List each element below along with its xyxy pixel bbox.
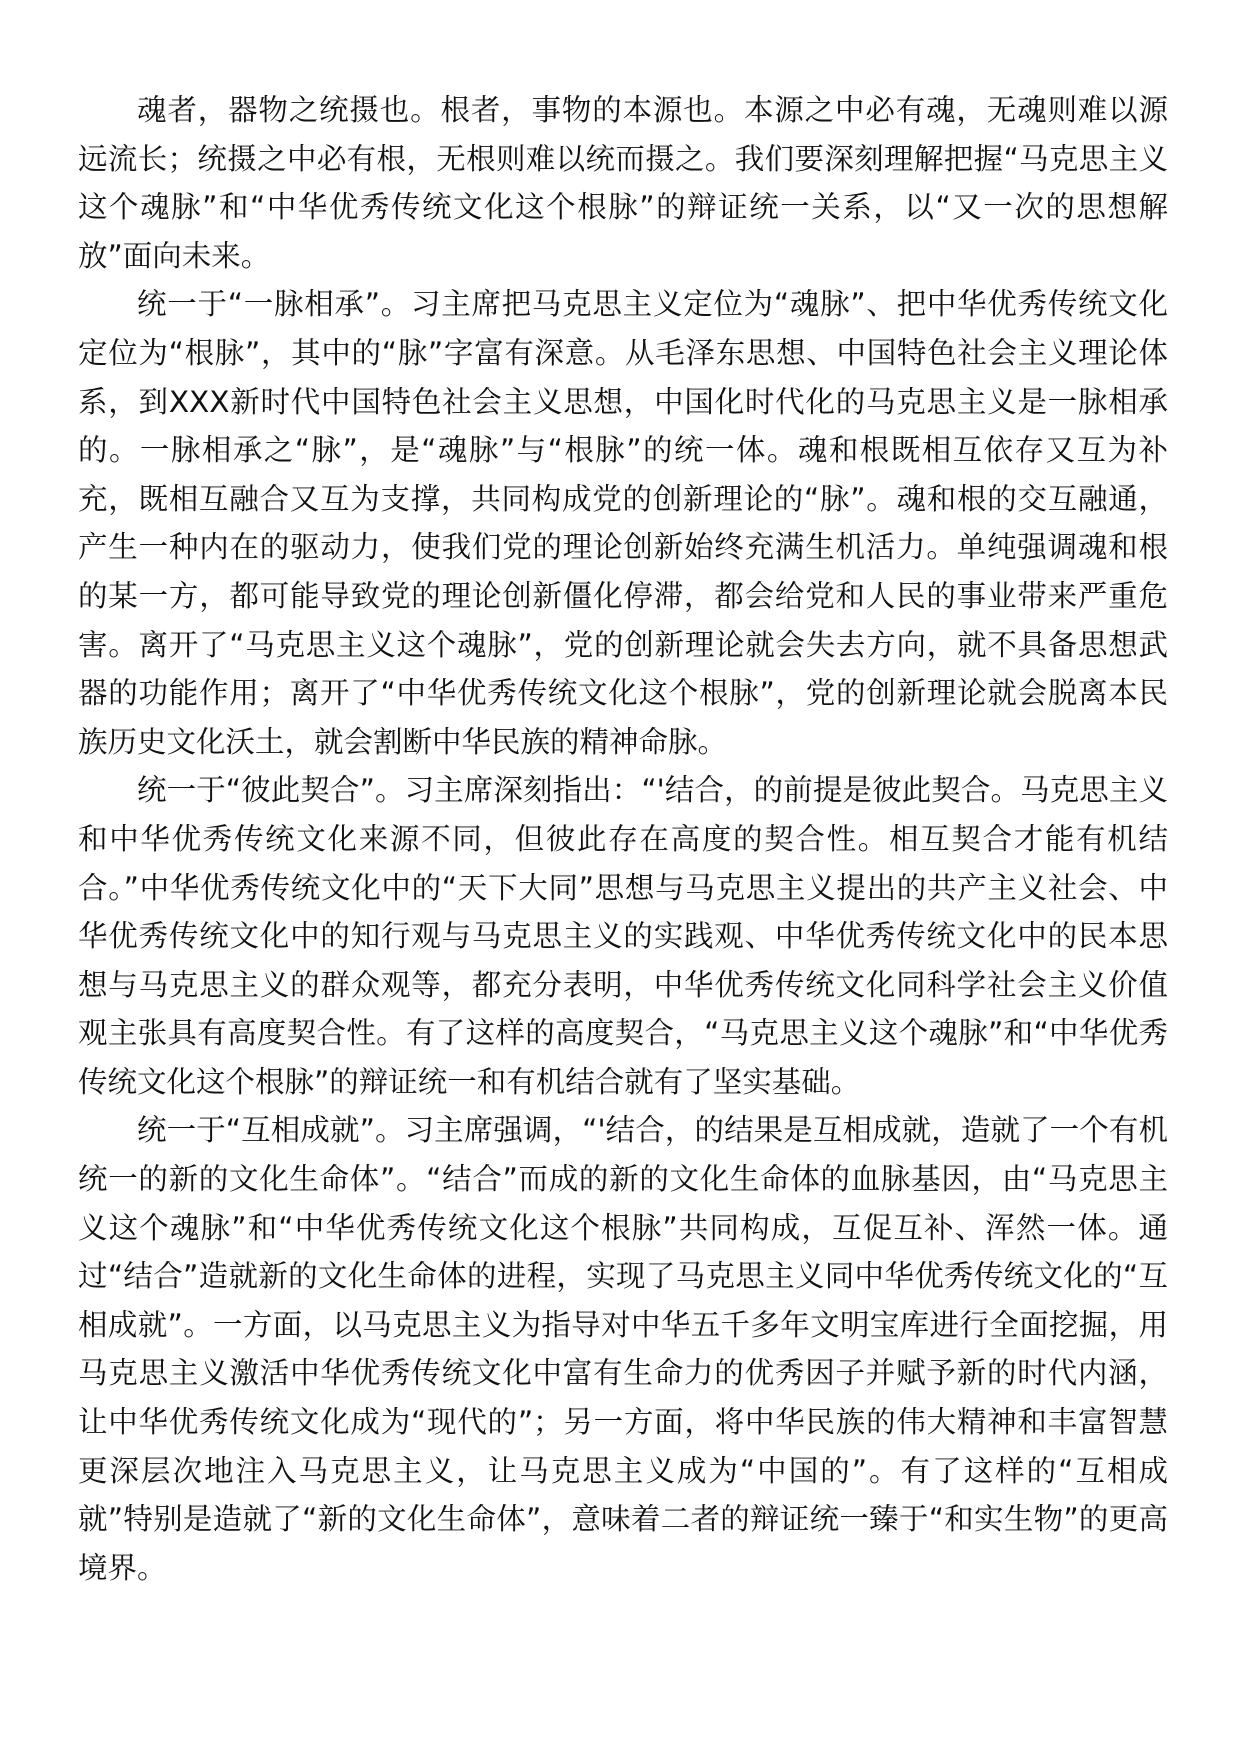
paragraph-huxiangchengjiu: 统一于“互相成就”。习主席强调，“'结合，的结果是互相成就，造就了一个有机统一的新的文化生命体”。“结合”而成的新的文化生命体的血脉基因，由“马克思主义这个魂脉”和“中华优秀传统文化这个根脉”共同构成，互促互补、浑然一体。通过“结合”造就新的文化生命体的进程，实现了马克思主义同中华优秀传统文化的“互相成就”。一方面，以马克思主义为指导对中华五千多年文明宝库进行全面挖掘，用马克思主义激活中华优秀传统文化中富有生命力的优秀因子并赋予新的时代内涵，让中华优秀传统文化成为“现代的”；另一方面，将中华民族的伟大精神和丰富智慧更深层次地注入马克思主义，让马克思主义成为“中国的”。有了这样的“互相成就”特别是造就了“新的文化生命体”，意味着二者的辩证统一臻于“和实生物”的更高境界。: [78, 1113, 1168, 1585]
paragraph-intro: 魂者，器物之统摄也。根者，事物的本源也。本源之中必有魂，无魂则难以源远流长；统摄之中必有根，无根则难以统而摄之。我们要深刻理解把握“马克思主义这个魂脉”和“中华优秀传统文化这个根脉”的辩证统一关系，以“又一次的思想解放”面向未来。: [78, 93, 1168, 273]
paragraph-bicigihe: 统一于“彼此契合”。习主席深刻指出：“'结合，的前提是彼此契合。马克思主义和中华优秀传统文化来源不同，但彼此存在高度的契合性。相互契合才能有机结合。”中华优秀传统文化中的“天下大同”思想与马克思主义提出的共产主义社会、中华优秀传统文化中的知行观与马克思主义的实践观、中华优秀传统文化中的民本思想与马克思主义的群众观等，都充分表明，中华优秀传统文化同科学社会主义价值观主张具有高度契合性。有了这样的高度契合，“马克思主义这个魂脉”和“中华优秀传统文化这个根脉”的辩证统一和有机结合就有了坚实基础。: [78, 773, 1168, 1099]
paragraph-yimaixiangcheng: 统一于“一脉相承”。习主席把马克思主义定位为“魂脉”、把中华优秀传统文化定位为“根脉”，其中的“脉”字富有深意。从毛泽东思想、中国特色社会主义理论体系，到XXX新时代中国特色社会主义思想，中国化时代化的马克思主义是一脉相承的。一脉相承之“脉”，是“魂脉”与“根脉”的统一体。魂和根既相互依存又互为补充，既相互融合又互为支撑，共同构成党的创新理论的“脉”。魂和根的交互融通，产生一种内在的驱动力，使我们党的理论创新始终充满生机活力。单纯强调魂和根的某一方，都可能导致党的理论创新僵化停滞，都会给党和人民的事业带来严重危害。离开了“马克思主义这个魂脉”，党的创新理论就会失去方向，就不具备思想武器的功能作用；离开了“中华优秀传统文化这个根脉”，党的创新理论就会脱离本民族历史文化沃土，就会割断中华民族的精神命脉。: [78, 287, 1168, 759]
document-body: [78, 86, 1168, 1592]
